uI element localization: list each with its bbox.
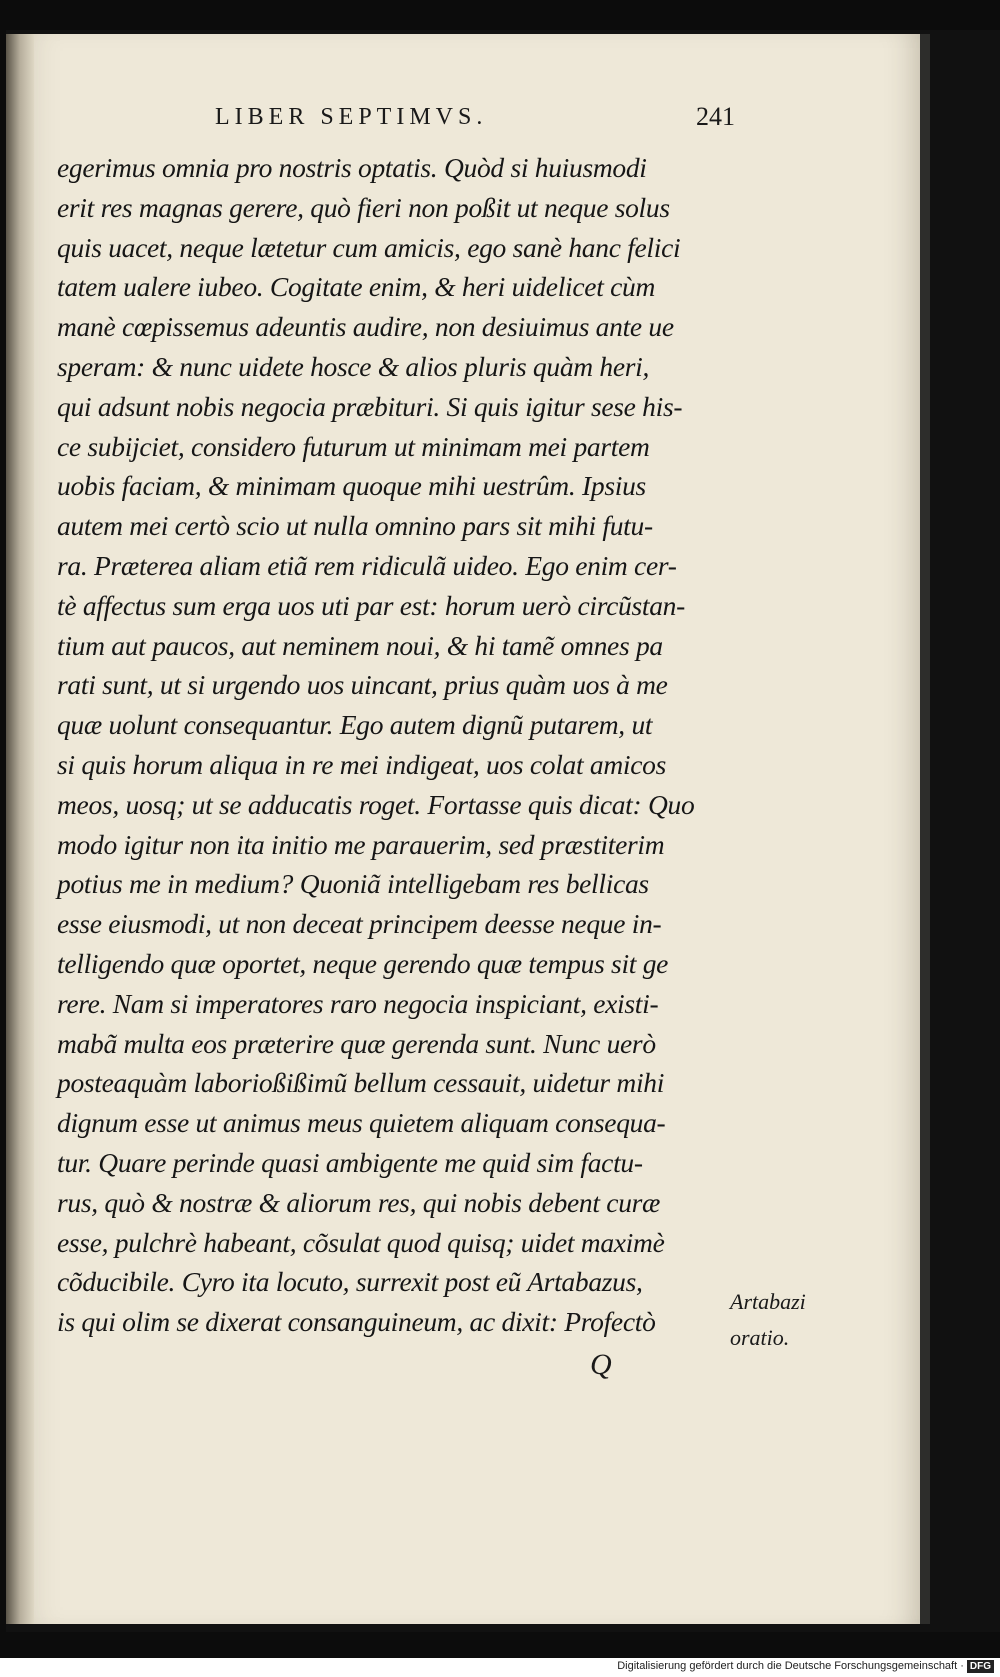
marginal-note-line: oratio. xyxy=(730,1325,790,1350)
catchword: Q xyxy=(590,1348,612,1381)
text-line: quæ uolunt consequantur. Ego autem dignũ putarem, ut xyxy=(57,709,653,741)
text-line: esse eiusmodi, ut non deceat principem deesse neque in- xyxy=(57,908,662,940)
text-line: potius me in medium? Quoniã intelligebam res bellicas xyxy=(57,868,649,900)
text-line: tatem ualere iubeo. Cogitate enim, & heri uidelicet cùm xyxy=(57,271,656,303)
digitization-credit xyxy=(617,1660,994,1673)
text-line: esse, pulchrè habeant, cõsulat quod quisq; uidet maximè xyxy=(57,1226,665,1258)
text-line: ce subijciet, considero futurum ut minimam mei partem xyxy=(57,430,650,462)
text-line: speram: & nunc uidete hosce & alios pluris quàm heri, xyxy=(57,350,650,382)
text-line: quis uacet, neque lætetur cum amicis, ego sanè hanc felici xyxy=(57,231,681,263)
text-line: is qui olim se dixerat consanguineum, ac dixit: Profectò xyxy=(57,1306,656,1338)
page-binding-shadow xyxy=(6,34,34,1624)
text-line: ra. Præterea aliam etiã rem ridiculã uideo. Ego enim cer- xyxy=(57,549,677,581)
credit-text: Digitalisierung gefördert durch die Deutsche Forschungsgemeinschaft · xyxy=(617,1660,964,1672)
text-line: qui adsunt nobis negocia præbituri. Si quis igitur sese his- xyxy=(57,390,683,422)
text-line: posteaquàm laborioßißimũ bellum cessauit, uidetur mihi xyxy=(57,1067,665,1099)
text-line: rere. Nam si imperatores raro negocia inspiciant, existi- xyxy=(57,987,659,1019)
text-line: manè cœpissemus adeuntis audire, non desiuimus ante ue xyxy=(57,311,674,343)
text-line: telligendo quæ oportet, neque gerendo quæ tempus sit ge xyxy=(57,947,669,979)
text-line: autem mei certò scio ut nulla omnino pars sit mihi futu- xyxy=(57,510,653,542)
text-line: mabã multa eos præterire quæ gerenda sunt. Nunc uerò xyxy=(57,1027,656,1059)
text-line: tium aut paucos, aut neminem noui, & hi tamẽ omnes pa xyxy=(57,629,663,661)
text-line: modo igitur non ita initio me parauerim, sed præstiterim xyxy=(57,828,665,860)
text-line: uobis faciam, & minimam quoque mihi uestrûm. Ipsius xyxy=(57,470,646,502)
text-line: meos, uosq; ut se adducatis roget. Fortasse quis dicat: Quo xyxy=(57,788,695,820)
text-line: tur. Quare perinde quasi ambigente me quid sim factu- xyxy=(57,1146,643,1178)
marginal-note-line: Artabazi xyxy=(730,1289,806,1314)
text-line: egerimus omnia pro nostris optatis. Quòd si huiusmodi xyxy=(57,152,647,183)
text-line: erit res magnas gerere, quò fieri non poßit ut neque solus xyxy=(57,191,670,223)
marginal-note xyxy=(730,1284,840,1356)
text-line: rati sunt, ut si urgendo uos uincant, prius quàm uos à me xyxy=(57,669,668,701)
text-line: tè affectus sum erga uos uti par est: horum uerò circũstan- xyxy=(57,589,685,621)
text-line: si quis horum aliqua in re mei indigeat, uos colat amicos xyxy=(57,748,667,780)
dfg-logo: DFG xyxy=(967,1660,994,1673)
text-line: cõducibile. Cyro ita locuto, surrexit post eũ Artabazus, xyxy=(57,1266,643,1298)
text-line: rus, quò & nostræ & aliorum res, qui nobis debent curæ xyxy=(57,1186,661,1218)
page-number: 241 xyxy=(696,102,735,131)
text-line: dignum esse ut animus meus quietem aliquam consequa- xyxy=(57,1107,666,1139)
page-header xyxy=(215,104,735,134)
body-text xyxy=(57,148,737,1342)
running-title: LIBER SEPTIMVS. xyxy=(215,104,488,130)
